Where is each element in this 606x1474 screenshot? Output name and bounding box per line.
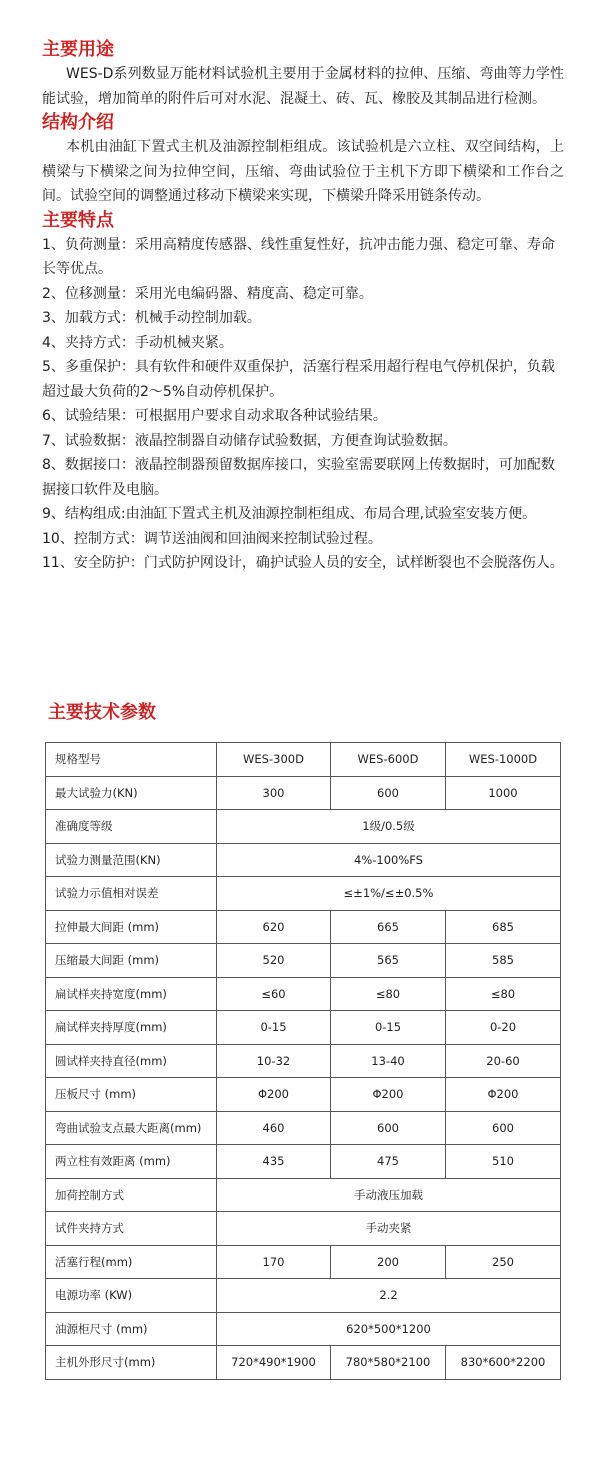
param-label: 主机外形尺寸(mm) [46, 1346, 217, 1380]
table-row [46, 1111, 561, 1145]
param-label: 压板尺寸 (mm) [46, 1078, 217, 1112]
spec-table [45, 742, 561, 1380]
param-label: 规格型号 [46, 743, 217, 777]
table-row [46, 1078, 561, 1112]
params-heading: 主要技术参数 [48, 702, 156, 723]
spec-table-body [46, 743, 561, 1380]
param-value: 0-15 [331, 1011, 446, 1045]
param-value: 830*600*2200 [446, 1346, 561, 1380]
param-label: 活塞行程(mm) [46, 1245, 217, 1279]
param-value: 685 [446, 910, 561, 944]
features-heading: 主要特点 [42, 209, 114, 231]
param-value: 510 [446, 1145, 561, 1179]
table-row [46, 810, 561, 844]
param-value: WES-600D [331, 743, 446, 777]
param-label: 扁试样夹持宽度(mm) [46, 977, 217, 1011]
param-value: 665 [331, 910, 446, 944]
param-label: 最大试验力(KN) [46, 776, 217, 810]
param-label: 圆试样夹持直径(mm) [46, 1044, 217, 1078]
table-row [46, 1011, 561, 1045]
feature-item: 9、结构组成:由油缸下置式主机及油源控制柜组成、布局合理,试验室安装方便。 [42, 506, 537, 522]
table-row [46, 1145, 561, 1179]
param-value: 1级/0.5级 [217, 810, 561, 844]
param-label: 加荷控制方式 [46, 1178, 217, 1212]
param-label: 油源柜尺寸 (mm) [46, 1312, 217, 1346]
param-value: 620 [217, 910, 331, 944]
param-value: 手动液压加载 [217, 1178, 561, 1212]
param-value: 0-20 [446, 1011, 561, 1045]
param-value: Φ200 [446, 1078, 561, 1112]
feature-item: 1、负荷测量：采用高精度传感器、线性重复性好，抗冲击能力强、稳定可靠、寿命长等优点。 [42, 236, 555, 277]
param-value: Φ200 [331, 1078, 446, 1112]
param-value: 20-60 [446, 1044, 561, 1078]
param-value: 600 [331, 776, 446, 810]
param-value: ≤60 [217, 977, 331, 1011]
table-row [46, 910, 561, 944]
param-value: WES-1000D [446, 743, 561, 777]
param-value: 170 [217, 1245, 331, 1279]
feature-item: 6、试验结果：可根据用户要求自动求取各种试验结果。 [42, 408, 387, 424]
param-value: 565 [331, 944, 446, 978]
param-value: 250 [446, 1245, 561, 1279]
feature-item: 5、多重保护：具有软件和硬件双重保护，活塞行程采用超行程电气停机保护，负载超过最大负荷的2～5%自动停机保护。 [42, 359, 555, 400]
table-row [46, 977, 561, 1011]
param-value: 435 [217, 1145, 331, 1179]
param-label: 试验力测量范围(KN) [46, 843, 217, 877]
table-row [46, 1044, 561, 1078]
usage-heading: 主要用途 [42, 39, 114, 60]
table-row [46, 944, 561, 978]
param-label: 弯曲试验支点最大距离(mm) [46, 1111, 217, 1145]
table-row [46, 1312, 561, 1346]
param-value: 13-40 [331, 1044, 446, 1078]
param-value: 300 [217, 776, 331, 810]
table-row [46, 1346, 561, 1380]
param-value: ≤±1%/≤±0.5% [217, 877, 561, 911]
param-value: 585 [446, 944, 561, 978]
param-label: 拉伸最大间距 (mm) [46, 910, 217, 944]
param-label: 准确度等级 [46, 810, 217, 844]
table-row [46, 776, 561, 810]
param-label: 电源功率 (KW) [46, 1279, 217, 1313]
param-label: 试验力示值相对误差 [46, 877, 217, 911]
param-value: 10-32 [217, 1044, 331, 1078]
table-row [46, 843, 561, 877]
table-row [46, 877, 561, 911]
param-value: Φ200 [217, 1078, 331, 1112]
param-label: 压缩最大间距 (mm) [46, 944, 217, 978]
table-row [46, 1212, 561, 1246]
param-label: 试件夹持方式 [46, 1212, 217, 1246]
param-value: 600 [446, 1111, 561, 1145]
features-list [42, 233, 564, 576]
param-value: 460 [217, 1111, 331, 1145]
feature-item: 2、位移测量：采用光电编码器、精度高、稳定可靠。 [42, 285, 373, 302]
feature-item: 7、试验数据：液晶控制器自动储存试验数据，方便查询试验数据。 [42, 432, 457, 449]
table-row [46, 1279, 561, 1313]
table-row [46, 1178, 561, 1212]
param-value: 720*490*1900 [217, 1346, 331, 1380]
table-row [46, 1245, 561, 1279]
param-value: 1000 [446, 776, 561, 810]
feature-item: 10、控制方式：调节送油阀和回油阀来控制试验过程。 [42, 530, 382, 547]
param-value: 2.2 [217, 1279, 561, 1313]
param-value: ≤80 [331, 977, 446, 1011]
param-value: ≤80 [446, 977, 561, 1011]
feature-item: 8、数据接口：液晶控制器预留数据库接口，实验室需要联网上传数据时，可加配数据接口软件及电脑。 [42, 457, 555, 498]
usage-text: WES-D系列数显万能材料试验机主要用于金属材料的拉伸、压缩、弯曲等力学性能试验，增加简单的附件后可对水泥、混凝土、砖、瓦、橡胶及其制品进行检测。 [42, 66, 564, 107]
param-label: 扁试样夹持厚度(mm) [46, 1011, 217, 1045]
param-value: 620*500*1200 [217, 1312, 561, 1346]
param-label: 两立柱有效距离 (mm) [46, 1145, 217, 1179]
structure-text: 本机由油缸下置式主机及油源控制柜组成。该试验机是六立柱、双空间结构，上横梁与下横梁之间为拉伸空间，压缩、弯曲试验位于主机下方即下横梁和工作台之间。试验空间的调整通过移动下横梁来实现，下横梁升降采用链条传动。 [42, 139, 564, 204]
param-value: 4%-100%FS [217, 843, 561, 877]
param-value: 520 [217, 944, 331, 978]
param-value: 475 [331, 1145, 446, 1179]
param-value: 600 [331, 1111, 446, 1145]
intro-section [42, 38, 564, 576]
param-value: 200 [331, 1245, 446, 1279]
param-value: WES-300D [217, 743, 331, 777]
structure-heading: 结构介绍 [42, 112, 114, 133]
feature-item: 11、安全防护：门式防护网设计，确护试验人员的安全，试样断裂也不会脱落伤人。 [42, 555, 564, 571]
param-value: 780*580*2100 [331, 1346, 446, 1380]
feature-item: 4、夹持方式：手动机械夹紧。 [42, 334, 233, 351]
table-row [46, 743, 561, 777]
param-value: 0-15 [217, 1011, 331, 1045]
param-value: 手动夹紧 [217, 1212, 561, 1246]
feature-item: 3、加载方式：机械手动控制加载。 [42, 310, 261, 326]
